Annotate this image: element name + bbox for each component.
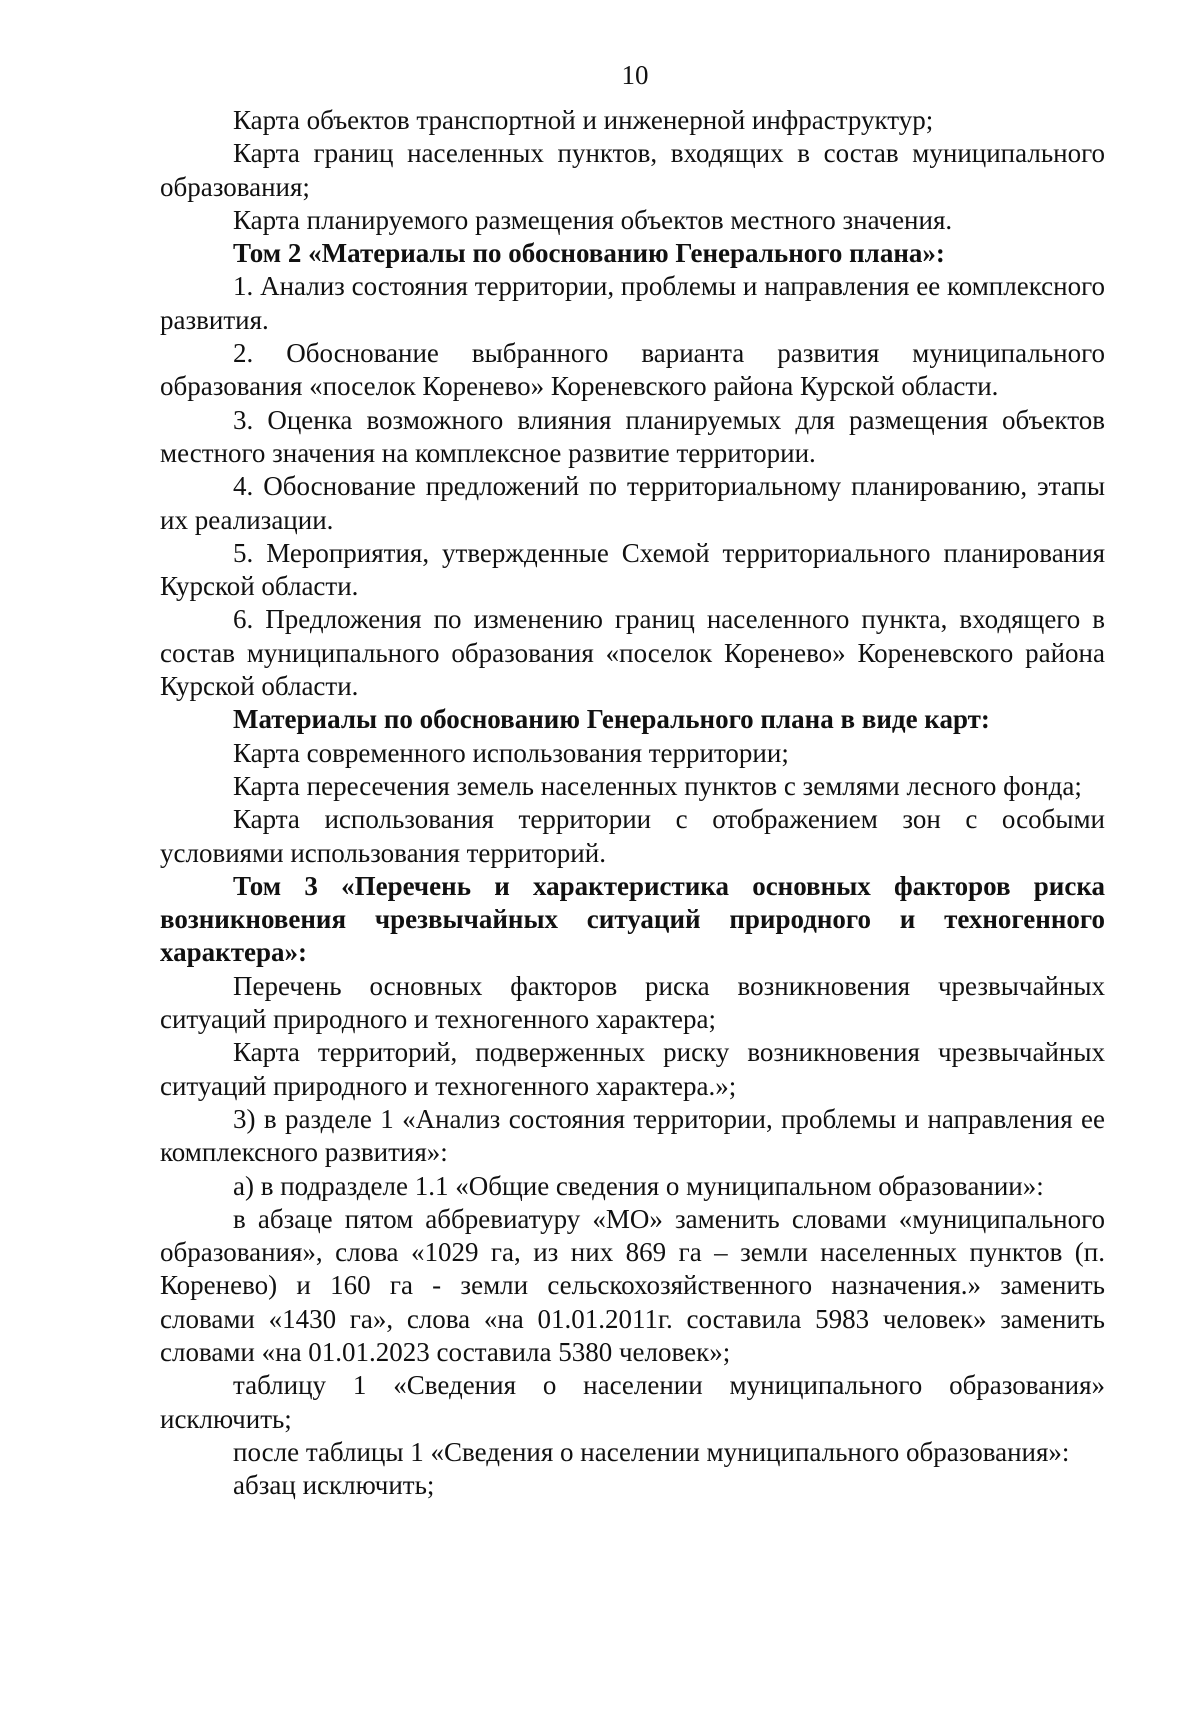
section-heading-maps: Материалы по обоснованию Генерального плана в виде карт: [233, 704, 990, 735]
paragraph: Перечень основных факторов риска возникновения чрезвычайных ситуаций природного и техногенного характера; [160, 970, 1105, 1035]
paragraph: 4. Обоснование предложений по территориальному планированию, этапы их реализации. [160, 471, 1105, 535]
paragraph: 3. Оценка возможного влияния планируемых для размещения объектов местного значения на комплексное развитие территории. [160, 404, 1105, 468]
document-body [160, 104, 1105, 1502]
paragraph: Карта планируемого размещения объектов местного значения. [233, 204, 953, 235]
paragraph: Карта объектов транспортной и инженерной инфраструктур; [233, 105, 934, 135]
paragraph: Карта современного использования территории; [233, 737, 789, 768]
page-number: 10 [621, 60, 649, 90]
paragraph: 3) в разделе 1 «Анализ состояния территории, проблемы и направления ее комплексного развития»: [160, 1103, 1105, 1168]
paragraph: Карта территорий, подверженных риску возникновения чрезвычайных ситуаций природного и техногенного характера.»; [160, 1037, 1105, 1101]
paragraph: а) в подразделе 1.1 «Общие сведения о муниципальном образовании»: [233, 1170, 1044, 1201]
paragraph: таблицу 1 «Сведения о населении муниципального образования» исключить; [160, 1370, 1105, 1434]
paragraph: после таблицы 1 «Сведения о населении муниципального образования»: [233, 1436, 1070, 1467]
paragraph: 1. Анализ состояния территории, проблемы и направления ее комплексного развития. [160, 271, 1105, 335]
paragraph: 5. Мероприятия, утвержденные Схемой территориального планирования Курской области. [160, 537, 1105, 602]
section-heading-volume-3: Том 3 «Перечень и характеристика основных факторов риска возникновения чрезвычайных ситуаций природного и техногенного характера»: [160, 870, 1105, 968]
paragraph: Карта использования территории с отображением зон с особыми условиями использования территорий. [160, 804, 1105, 868]
paragraph: 2. Обоснование выбранного варианта развития муниципального образования «поселок Коренево» Кореневского района Курской области. [160, 338, 1105, 402]
paragraph: Карта пересечения земель населенных пунктов с землями лесного фонда; [233, 770, 1082, 801]
paragraph: Карта границ населенных пунктов, входящих в состав муниципального образования; [160, 138, 1105, 202]
paragraph: в абзаце пятом аббревиатуру «МО» заменить словами «муниципального образования», слова «1029 га, из них 869 га – земли населенных пунктов (п. Коренево) и 160 га - земли сельскохозяйственного назначения.» заменить словами «1430 га», слова «на 01.01.2011г. составила 5983 человек» заменить словами «на 01.01.2023 составила 5380 человек»; [160, 1203, 1105, 1367]
section-heading-volume-2: Том 2 «Материалы по обоснованию Генерального плана»: [233, 238, 945, 269]
paragraph: абзац исключить; [233, 1470, 435, 1501]
paragraph: 6. Предложения по изменению границ населенного пункта, входящего в состав муниципального образования «поселок Коренево» Кореневского района Курской области. [160, 604, 1105, 702]
